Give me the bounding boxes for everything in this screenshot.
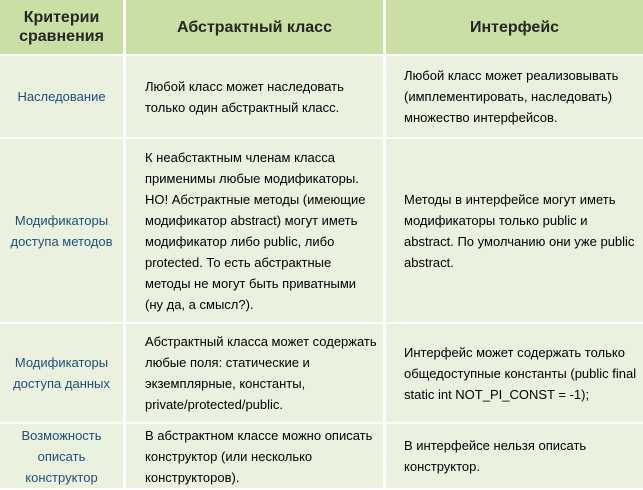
cell-text: В интерфейсе нельзя описать конструктор.: [404, 438, 587, 474]
header-interface-label: Интерфейс: [469, 18, 560, 36]
row-inheritance-criterion: [0, 56, 126, 139]
row-data-modifiers-criterion: [0, 324, 126, 424]
header-abstract-class-label: Абстрактный класс: [177, 18, 332, 36]
header-interface: [386, 0, 643, 56]
header-criteria-label: Критерии сравнения: [19, 9, 104, 45]
criterion-label: Модификаторы доступа методов: [10, 212, 113, 249]
cell-text: Методы в интерфейсе могут иметь модификаторы только public и abstract. По умолчанию они уже public abstract.: [404, 191, 635, 270]
row-method-modifiers-abstract-class: [126, 139, 386, 324]
row-constructor-abstract-class: [126, 424, 386, 490]
criterion-label: Модификаторы доступа данных: [13, 355, 110, 391]
cell-text: Абстрактный класса может содержать любые поля: статические и экземплярные, константы, private/protected/public.: [145, 334, 377, 412]
cell-text: Любой класс может реализовывать (имплементировать, наследовать) множество интерфейсов.: [404, 68, 619, 125]
row-method-modifiers-criterion: [0, 139, 126, 324]
header-abstract-class: [126, 0, 386, 56]
row-data-modifiers-interface: [386, 324, 643, 424]
row-constructor-interface: [386, 424, 643, 490]
cell-text: Интерфейс может содержать только общедоступные константы (public final static int NOT_PI_CONST = -1);: [404, 344, 637, 402]
header-criteria: [0, 0, 126, 56]
criterion-label: Наследование: [17, 89, 106, 104]
cell-text: Любой класс может наследовать только один абстрактный класс.: [145, 78, 344, 115]
row-constructor-criterion: [0, 424, 126, 490]
row-inheritance-interface: [386, 56, 643, 139]
row-data-modifiers-abstract-class: [126, 324, 386, 424]
cell-text: К неабстактным членам класса применимы любые модификаторы. НО! Абстрактные методы (имеющие модификатор abstract) могут иметь модификатор либо public, либо protected. То есть абстрактные методы не могут быть приватными (ну да, а смысл?).: [145, 149, 366, 312]
row-method-modifiers-interface: [386, 139, 643, 324]
row-inheritance-abstract-class: [126, 56, 386, 139]
cell-text: В абстрактном классе можно описать конструктор (или несколько конструкторов).: [145, 427, 373, 485]
criterion-label: Возможность описать конструктор: [21, 427, 102, 485]
